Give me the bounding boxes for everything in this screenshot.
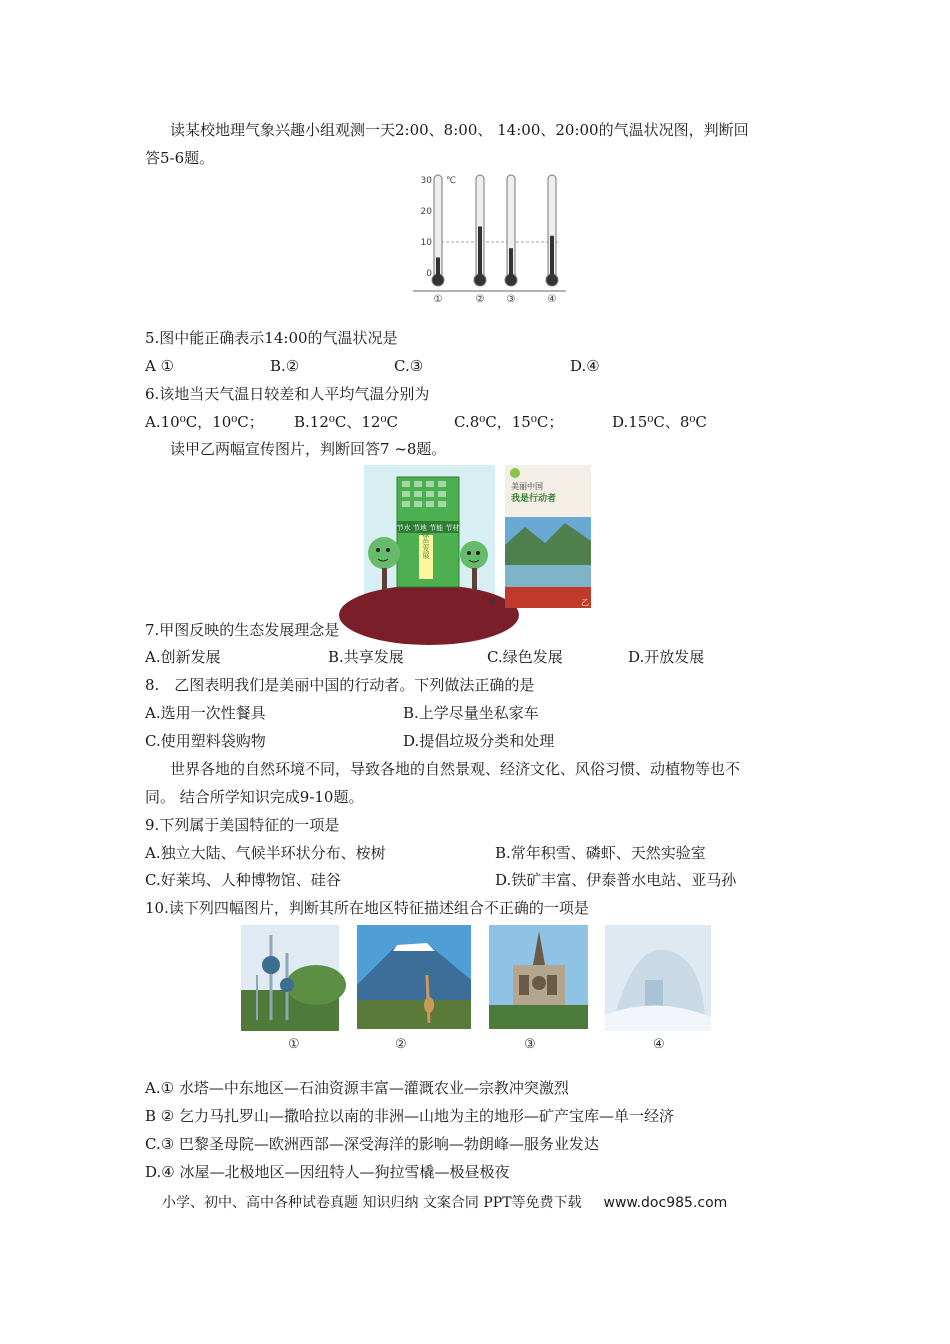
tick-20: 20 <box>420 207 432 217</box>
photo-kilimanjaro <box>357 925 471 1029</box>
photo-label-2: ② <box>395 1037 407 1052</box>
tick-10: 10 <box>420 238 432 248</box>
photo-notre-dame <box>489 925 588 1029</box>
q9-stem: 9.下列属于美国特征的一项是 <box>145 816 340 834</box>
photo-label-4: ④ <box>653 1037 665 1052</box>
intro-7-8: 读甲乙两幅宣传图片，判断回答7 ~8题。 <box>170 440 447 458</box>
q5-stem: 5.图中能正确表示14:00的气温状况是 <box>145 329 398 347</box>
photo-label-1: ① <box>288 1037 300 1052</box>
poster-yi-title-2: 我是行动者 <box>511 494 557 504</box>
q6-option-b: B.12⁰C、12⁰C <box>294 413 398 431</box>
thermometer-chart <box>408 170 568 308</box>
thermo-label-2: ② <box>475 294 485 305</box>
poster-yi <box>505 465 591 608</box>
footer <box>162 1192 727 1212</box>
q7-option-b: B.共享发展 <box>328 648 404 666</box>
q5-option-a: A ① <box>145 357 175 375</box>
intro-5-6-line2: 答5-6题。 <box>145 149 215 167</box>
q6-stem: 6.该地当天气温日较差和人平均气温分别为 <box>145 385 430 403</box>
footer-url[interactable]: www.doc985.com <box>603 1195 728 1211</box>
q6-option-c: C.8⁰C，15⁰C； <box>454 413 564 431</box>
thermo-label-1: ① <box>433 294 443 305</box>
q5-option-b: B.② <box>270 357 300 375</box>
q6-option-a: A.10⁰C，10⁰C； <box>145 413 264 431</box>
poster-jia-vertical: 绿色发展 <box>422 531 430 559</box>
thermometer-column-2 <box>478 227 482 281</box>
poster-yi-title-1: 美丽中国 <box>511 482 543 491</box>
q7-stem: 7.甲图反映的生态发展理念是 <box>145 621 340 639</box>
tick-30: 30 <box>420 176 432 186</box>
intro-9-10-line1: 世界各地的自然环境不同，导致各地的自然景观、经济文化、风俗习惯、动植物等也不 <box>170 760 741 778</box>
q9-option-a: A.独立大陆、气候半环状分布、桉树 <box>145 844 386 862</box>
q9-option-c: C.好莱坞、人种博物馆、硅谷 <box>145 871 341 889</box>
q8-option-a: A.选用一次性餐具 <box>145 704 266 722</box>
photo-igloo <box>605 925 711 1031</box>
poster-yi-label: 乙 <box>581 598 589 607</box>
thermometer-column-1 <box>436 258 440 281</box>
q9-option-d: D.铁矿丰富、伊泰普水电站、亚马孙 <box>495 871 737 889</box>
intro-9-10-line2: 同。 结合所学知识完成9-10题。 <box>145 788 364 806</box>
poster-jia-label: 甲 <box>488 598 496 607</box>
thermo-label-4: ④ <box>547 294 557 305</box>
q7-option-d: D.开放发展 <box>628 648 705 666</box>
thermo-label-3: ③ <box>506 294 516 305</box>
poster-jia-slogan: 节水 节地 节能 节材 <box>396 524 460 532</box>
q6-option-d: D.15⁰C、8⁰C <box>612 413 707 431</box>
unit-label: ℃ <box>446 176 457 186</box>
q7-option-c: C.绿色发展 <box>487 648 563 666</box>
q5-option-c: C.③ <box>394 357 424 375</box>
q7-option-a: A.创新发展 <box>145 648 221 666</box>
q10-option-c: C.③ 巴黎圣母院—欧洲西部—深受海洋的影响—勃朗峰—服务业发达 <box>145 1135 599 1153</box>
poster-jia <box>364 465 495 608</box>
intro-5-6-line1: 读某校地理气象兴趣小组观测一天2:00、8:00、 14:00、20:00的气温状况图，判断回 <box>170 121 749 139</box>
photo-label-3: ③ <box>524 1037 536 1052</box>
q10-stem: 10.读下列四幅图片，判断其所在地区特征描述组合不正确的一项是 <box>145 899 589 917</box>
tick-0: 0 <box>426 269 432 279</box>
photo-water-towers <box>241 925 339 1031</box>
q10-option-d: D.④ 冰屋—北极地区—因纽特人—狗拉雪橇—极昼极夜 <box>145 1163 510 1181</box>
thermometer-column-3 <box>509 248 513 280</box>
q8-option-b: B.上学尽量坐私家车 <box>403 704 539 722</box>
q5-option-d: D.④ <box>570 357 600 375</box>
footer-text: 小学、初中、高中各种试卷真题 知识归纳 文案合同 PPT等免费下载 <box>162 1195 582 1211</box>
q10-option-a: A.① 水塔—中东地区—石油资源丰富—灌溉农业—宗教冲突激烈 <box>145 1079 569 1097</box>
q10-option-b: B ② 乞力马扎罗山—撒哈拉以南的非洲—山地为主的地形—矿产宝库—单一经济 <box>145 1107 675 1125</box>
q8-option-d: D.提倡垃圾分类和处理 <box>403 732 555 750</box>
q9-option-b: B.常年积雪、磷虾、天然实验室 <box>495 844 706 862</box>
q8-stem: 8. 乙图表明我们是美丽中国的行动者。下列做法正确的是 <box>145 676 535 694</box>
thermometer-figure <box>408 170 568 308</box>
thermometer-column-4 <box>550 236 554 280</box>
q8-option-c: C.使用塑料袋购物 <box>145 732 266 750</box>
